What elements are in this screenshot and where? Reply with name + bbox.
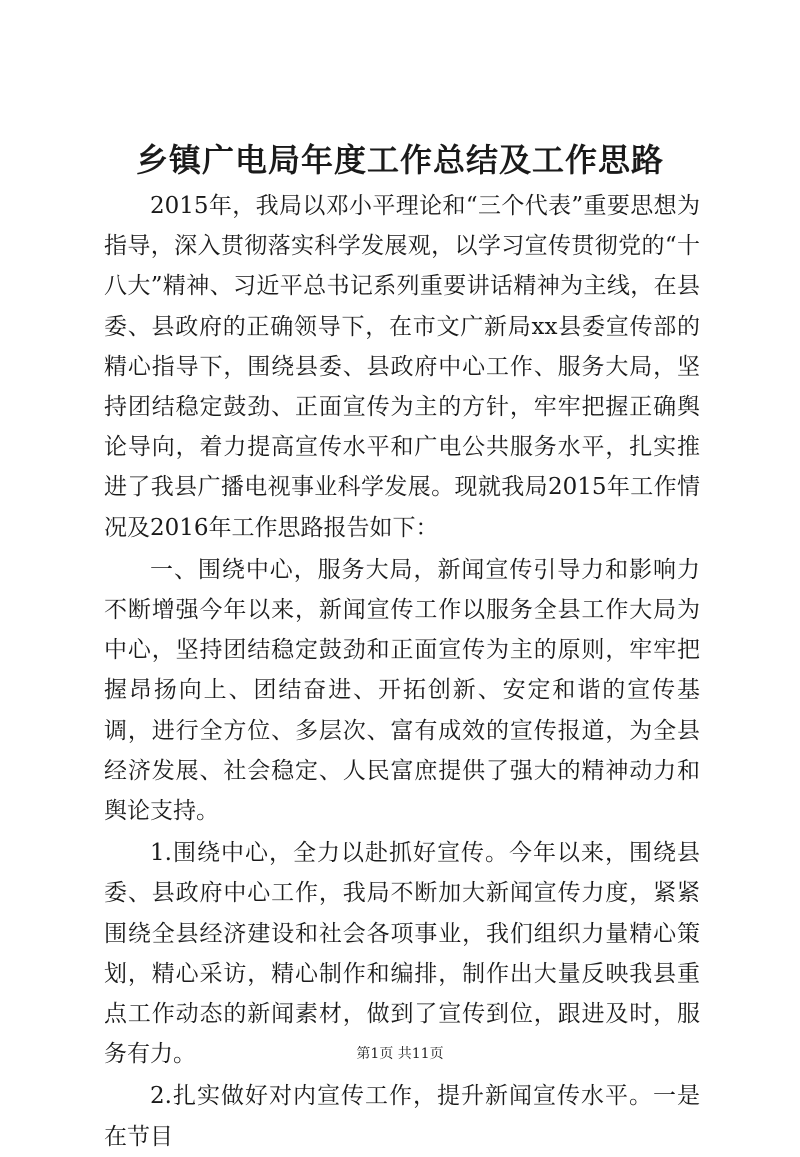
document-title: 乡镇广电局年度工作总结及工作思路	[135, 141, 664, 179]
paragraph-section-1: 一、围绕中心，服务大局，新闻宣传引导力和影响力不断增强今年以来，新闻宣传工作以服务全县工作大局为中心，坚持团结稳定鼓劲和正面宣传为主的原则，牢牢把握昂扬向上、团结奋进、开拓创新、安定和谐的宣传基调，进行全方位、多层次、富有成效的宣传报道，为全县经济发展、社会稳定、人民富庶提供了强大的精神动力和舆论支持。	[104, 556, 700, 825]
paragraph-item-2: 2.扎实做好对内宣传工作，提升新闻宣传水平。一是在节目	[104, 1083, 700, 1150]
page-number-footer: 第1页 共11页	[356, 1046, 444, 1062]
paragraph-intro: 2015年，我局以邓小平理论和“三个代表”重要思想为指导，深入贯彻落实科学发展观，以学习宣传贯彻党的“十八大”精神、习近平总书记系列重要讲话精神为主线，在县委、县政府的正确领导下，在市文广新局xx县委宣传部的精心指导下，围绕县委、县政府中心工作、服务大局，坚持团结稳定鼓劲、正面宣传为主的方针，牢牢把握正确舆论导向，着力提高宣传水平和广电公共服务水平，扎实推进了我县广播电视事业科学发展。现就我局2015年工作情况及2016年工作思路报告如下：	[104, 193, 700, 541]
document-body	[104, 186, 700, 1157]
paragraph-item-1: 1.围绕中心，全力以赴抓好宣传。今年以来，围绕县委、县政府中心工作，我局不断加大新闻宣传力度，紧紧围绕全县经济建设和社会各项事业，我们组织力量精心策划，精心采访，精心制作和编排，制作出大量反映我县重点工作动态的新闻素材，做到了宣传到位，跟进及时，服务有力。	[104, 840, 700, 1068]
